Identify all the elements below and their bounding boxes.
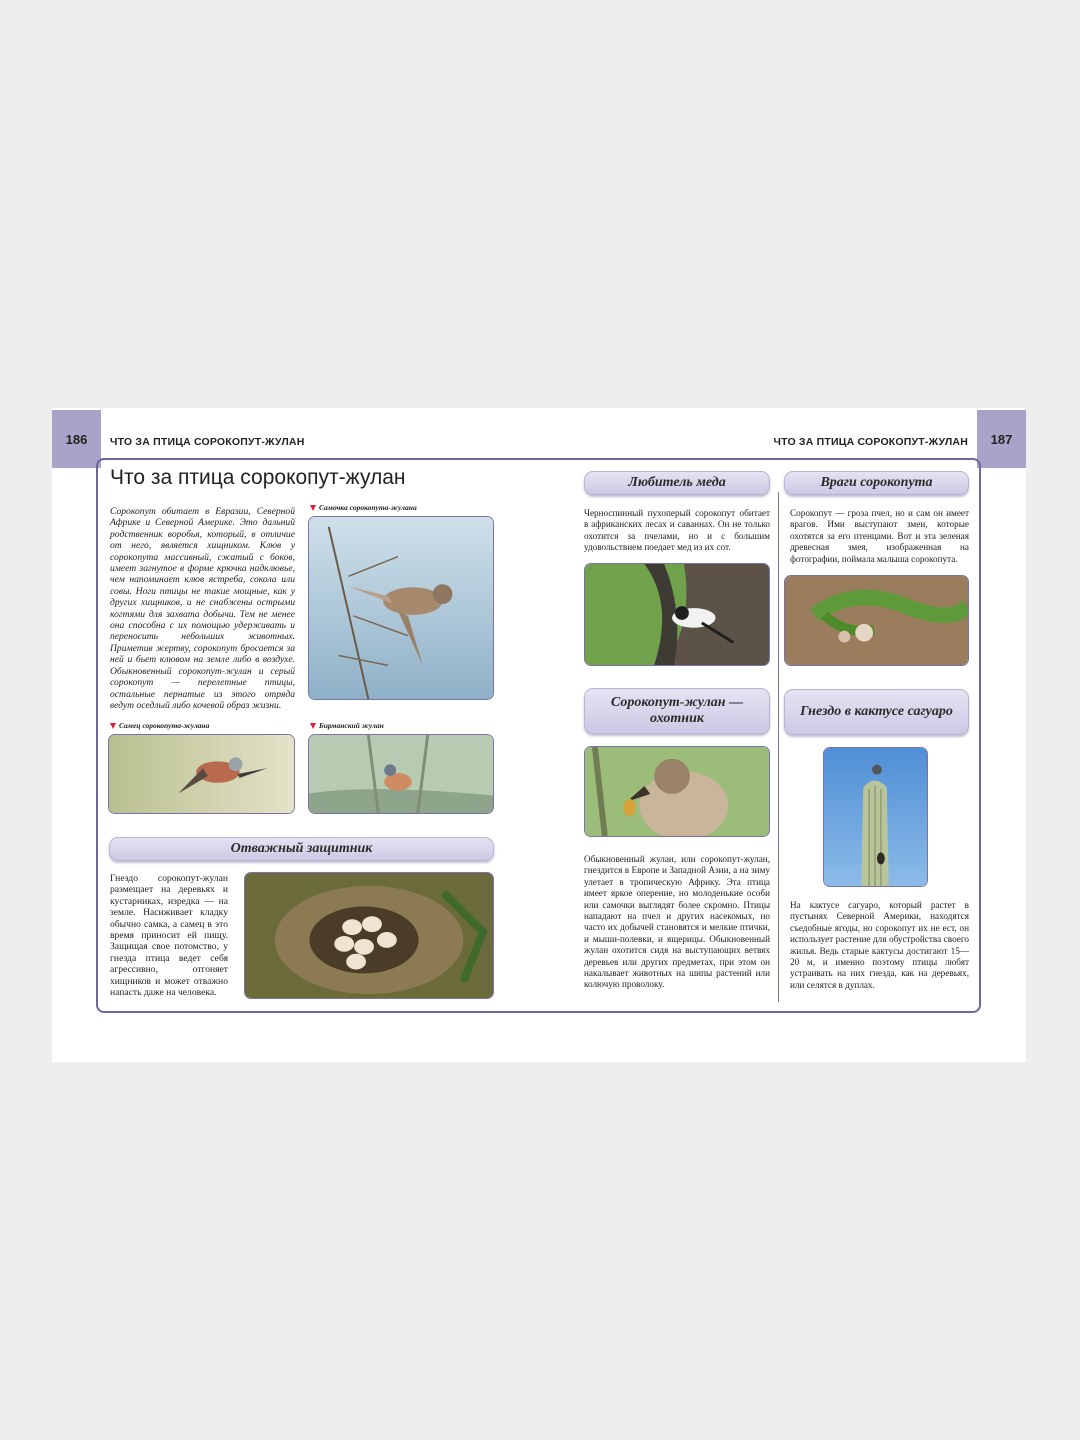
heading-hunter: Сорокопут-жулан — охотник bbox=[584, 688, 770, 734]
page-title: Что за птица сорокопут-жулан bbox=[110, 466, 406, 489]
heading-honey-lover: Любитель меда bbox=[584, 471, 770, 495]
photo-nest-eggs bbox=[244, 872, 494, 999]
page-number-left: 186 bbox=[52, 410, 101, 468]
photo-saguaro-cactus bbox=[823, 747, 928, 887]
heading-enemies: Враги сорокопута bbox=[784, 471, 969, 495]
defender-text: Гнездо сорокопут-жулан размещает на деревьях и кустарниках, изредка — на земле. Насиживает кладку обычно самка, а самец в это время приносит ей пищу. Защищая свое потомство, у гнезда птица ведет себя агрессивно, отгоняет хищников и может отважно напасть даже на человека. bbox=[110, 873, 228, 999]
honey-text: Черноспинный пухоперый сорокопут обитает в африканских лесах и саваннах. Он не только охотится за пчелами, но и с большим удовольствием поедает мед из их сот. bbox=[584, 508, 770, 553]
caption-marker-icon bbox=[310, 505, 316, 511]
heading-defender: Отважный защитник bbox=[109, 837, 494, 861]
nest-text: На кактусе сагуаро, который растет в пустынях Северной Америки, находятся съедобные ягоды, но сорокопут их не ест, он использует растение для обустройства своего жилья. Ведь старые кактусы достигают 15—20 м, и именно поэтому птицы любят устраивать на них гнезда, как на деревьях, или селятся в дуплах. bbox=[790, 900, 969, 990]
caption-male-text: Самец сорокопута-жулана bbox=[119, 721, 210, 730]
heading-nest-cactus: Гнездо в кактусе сагуаро bbox=[784, 689, 969, 735]
photo-male-shrike bbox=[108, 734, 295, 814]
photo-hunter-shrike bbox=[584, 746, 770, 837]
caption-burmese bbox=[310, 721, 384, 730]
photo-snake-shrike bbox=[784, 575, 969, 666]
photo-female-shrike bbox=[308, 516, 494, 700]
caption-burmese-text: Бирманский жулан bbox=[319, 721, 384, 730]
caption-female bbox=[310, 503, 417, 512]
photo-burmese-shrike bbox=[308, 734, 494, 814]
intro-text: Сорокопут обитает в Евразии, Северной Африке и Северной Америке. Это дальний родственник воробья, который, в отличие от него, является хищником. Клюв у сорокопута массивный, сжатый с боков, имеет загнутое в форме крючка надклювье, чем напоминает клюв ястреба, сокола или совы. Ноги птицы не такие мощные, как у других хищников, и не снабжены острыми когтями для захвата добычи. Тем не менее она способна с их помощью удерживать и переносить небольших животных. Приметив жертву, сорокопут бросается за ней и бьет клювом на земле либо в воздухе. Обыкновенный сорокопут-жулан и серый сорокопут — перелетные птицы, остальные пернатые из этого отряда ведут оседлый либо кочевой образ жизни. bbox=[110, 506, 295, 711]
running-head-left: ЧТО ЗА ПТИЦА СОРОКОПУТ-ЖУЛАН bbox=[110, 436, 305, 448]
caption-female-text: Самочка сорокопута-жулана bbox=[319, 503, 417, 512]
enemies-text: Сорокопут — гроза пчел, но и сам он имеет врагов. Ими выступают змеи, которые охотятся за его птенцами. Вот и эта зеленая древесная змея, изображенная на фотографии, поймала малыша сорокопута. bbox=[790, 508, 969, 564]
book-spread bbox=[52, 408, 1026, 1062]
running-head-right: ЧТО ЗА ПТИЦА СОРОКОПУТ-ЖУЛАН bbox=[773, 436, 968, 448]
column-divider bbox=[778, 492, 779, 1002]
caption-male bbox=[110, 721, 209, 730]
caption-marker-icon bbox=[310, 723, 316, 729]
hunter-text: Обыкновенный жулан, или сорокопут-жулан, гнездится в Европе и Западной Азии, а на зиму улетает в тропическую Африку. Эта птица имеет яркое оперение, но молоденькие особи или самочки выглядят более скромно. Птицы нападают на пчел и других насекомых, но часто их добычей становятся и мелкие птички, и мыши-полевки, и ящерицы. Обыкновенный жулан охотится сидя на выступающих ветвях деревьев или других предметах, при этом он накалывает животных на шипы растений или колючую проволоку. bbox=[584, 854, 770, 990]
page-number-right: 187 bbox=[977, 410, 1026, 468]
photo-honey-shrike bbox=[584, 563, 770, 666]
caption-marker-icon bbox=[110, 723, 116, 729]
